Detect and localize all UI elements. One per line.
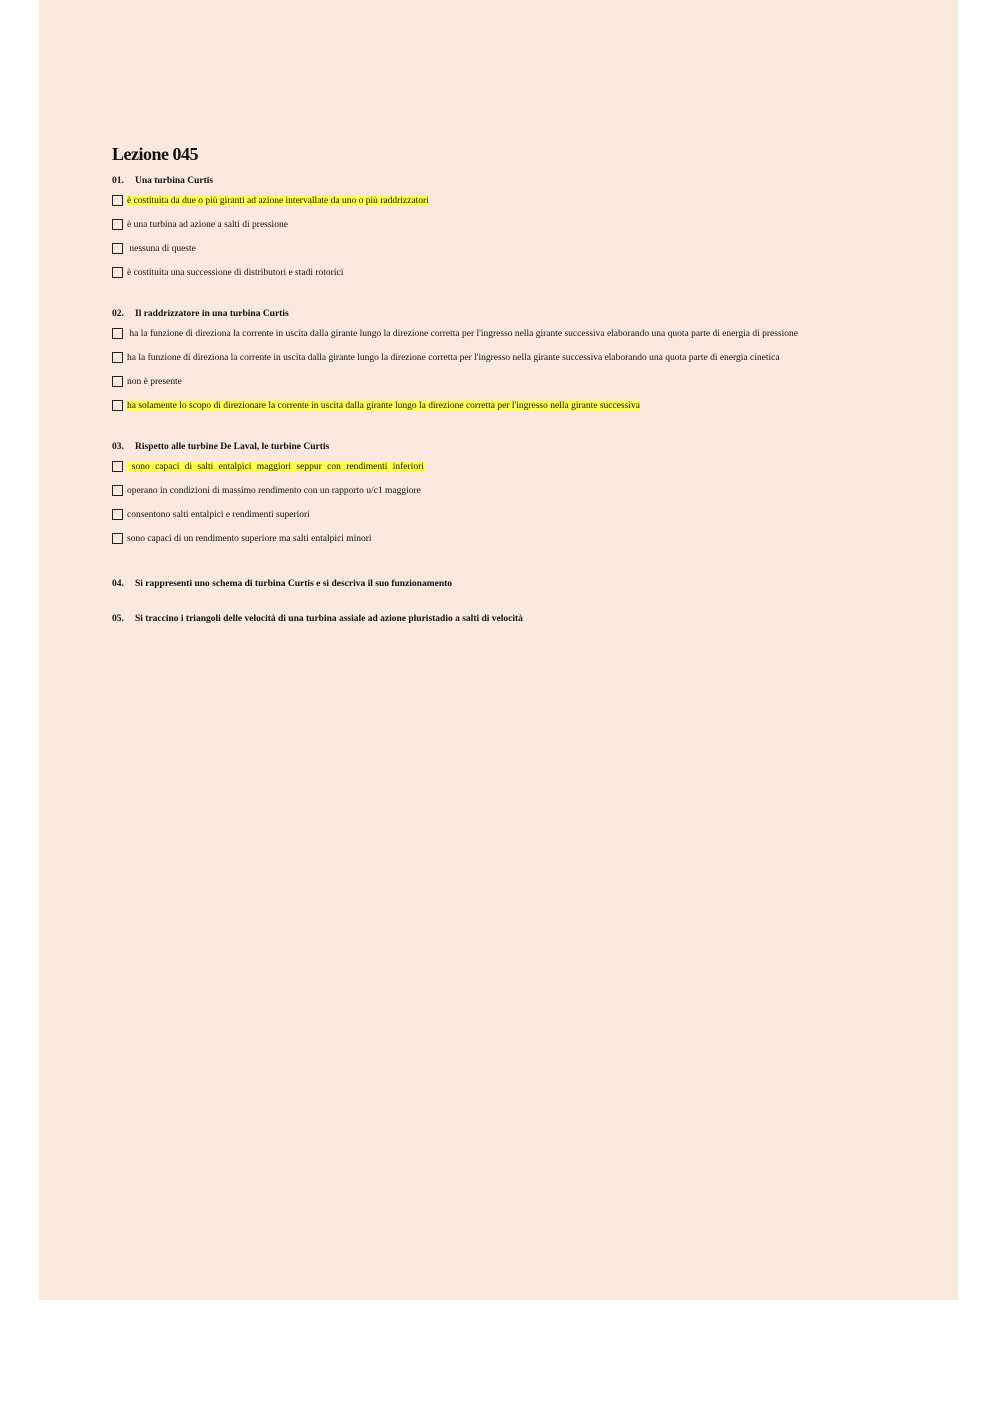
answer-option[interactable] [112,486,902,499]
checkbox-icon[interactable] [112,485,123,496]
answer-option[interactable] [112,353,902,366]
question-text: Il raddrizzatore in una turbina Curtis [135,309,289,319]
checkbox-icon[interactable] [112,267,123,278]
question-2-title [112,308,902,320]
checkbox-icon[interactable] [112,533,123,544]
answer-option[interactable] [112,244,902,257]
checkbox-icon[interactable] [112,195,123,206]
checkbox-icon[interactable] [112,352,123,363]
answer-option[interactable] [112,220,902,233]
answer-text: consentono salti entalpici e rendimenti superiori [127,510,310,520]
question-text: Una turbina Curtis [135,176,214,186]
question-number: 03. [112,442,124,452]
answer-option[interactable] [112,329,902,342]
document-content [112,140,902,648]
checkbox-icon[interactable] [112,400,123,411]
question-text: Rispetto alle turbine De Laval, le turbine Curtis [135,442,330,452]
question-3-title [112,441,902,453]
lesson-title: Lezione 045 [112,144,198,164]
answer-option[interactable] [112,462,902,475]
question-number: 05. [112,614,124,624]
answer-text: sono capaci di salti entalpici maggiori seppur con rendimenti inferiori [131,462,424,472]
answer-option[interactable] [112,377,902,390]
answer-text-correct: è costituita da due o più giranti ad azione intervallate da uno o più raddrizzatori [127,196,429,206]
answer-text: sono capaci di un rendimento superiore ma salti entalpici minori [127,534,372,544]
question-1-title [112,175,902,187]
question-text: Si rappresenti uno schema di turbina Curtis e si descriva il suo funzionamento [135,579,453,589]
answer-option[interactable] [112,401,902,414]
question-number: 02. [112,309,124,319]
answer-text: è costituita una successione di distributori e stadi rotorici [127,268,344,278]
checkbox-icon[interactable] [112,376,123,387]
answer-text: ha la funzione di direziona la corrente in uscita dalla girante lungo la direzione corretta per l'ingresso nella girante successiva elaborando una quota parte di energia cinetica [127,353,780,363]
answer-option[interactable] [112,510,902,523]
checkbox-icon[interactable] [112,509,123,520]
checkbox-icon[interactable] [112,243,123,254]
checkbox-icon[interactable] [112,219,123,230]
question-number: 04. [112,579,124,589]
question-number: 01. [112,176,124,186]
answer-text: nessuna di queste [129,244,196,254]
open-question-5 [112,613,902,625]
answer-text: non è presente [127,377,182,387]
answer-text: operano in condizioni di massimo rendimento con un rapporto u/c1 maggiore [127,486,421,496]
checkbox-icon[interactable] [112,461,123,472]
open-question-4 [112,578,902,590]
answer-option[interactable] [112,196,902,209]
checkbox-icon[interactable] [112,328,123,339]
answer-text-correct: ha solamente lo scopo di direzionare la corrente in uscita dalla girante lungo la direzione corretta per l'ingresso nella girante successiva [127,401,640,411]
question-text: Si traccino i triangoli delle velocità di una turbina assiale ad azione pluristadio a salti di velocità [135,614,523,624]
answer-text: ha la funzione di direziona la corrente in uscita dalla girante lungo la direzione corretta per l'ingresso nella girante successiva elaborando una quota parte di energia di pressione [129,329,799,339]
document-page [39,0,958,1300]
answer-text: è una turbina ad azione a salti di pressione [127,220,288,230]
answer-option[interactable] [112,268,902,281]
answer-option[interactable] [112,534,902,547]
answer-text-correct [127,462,426,472]
